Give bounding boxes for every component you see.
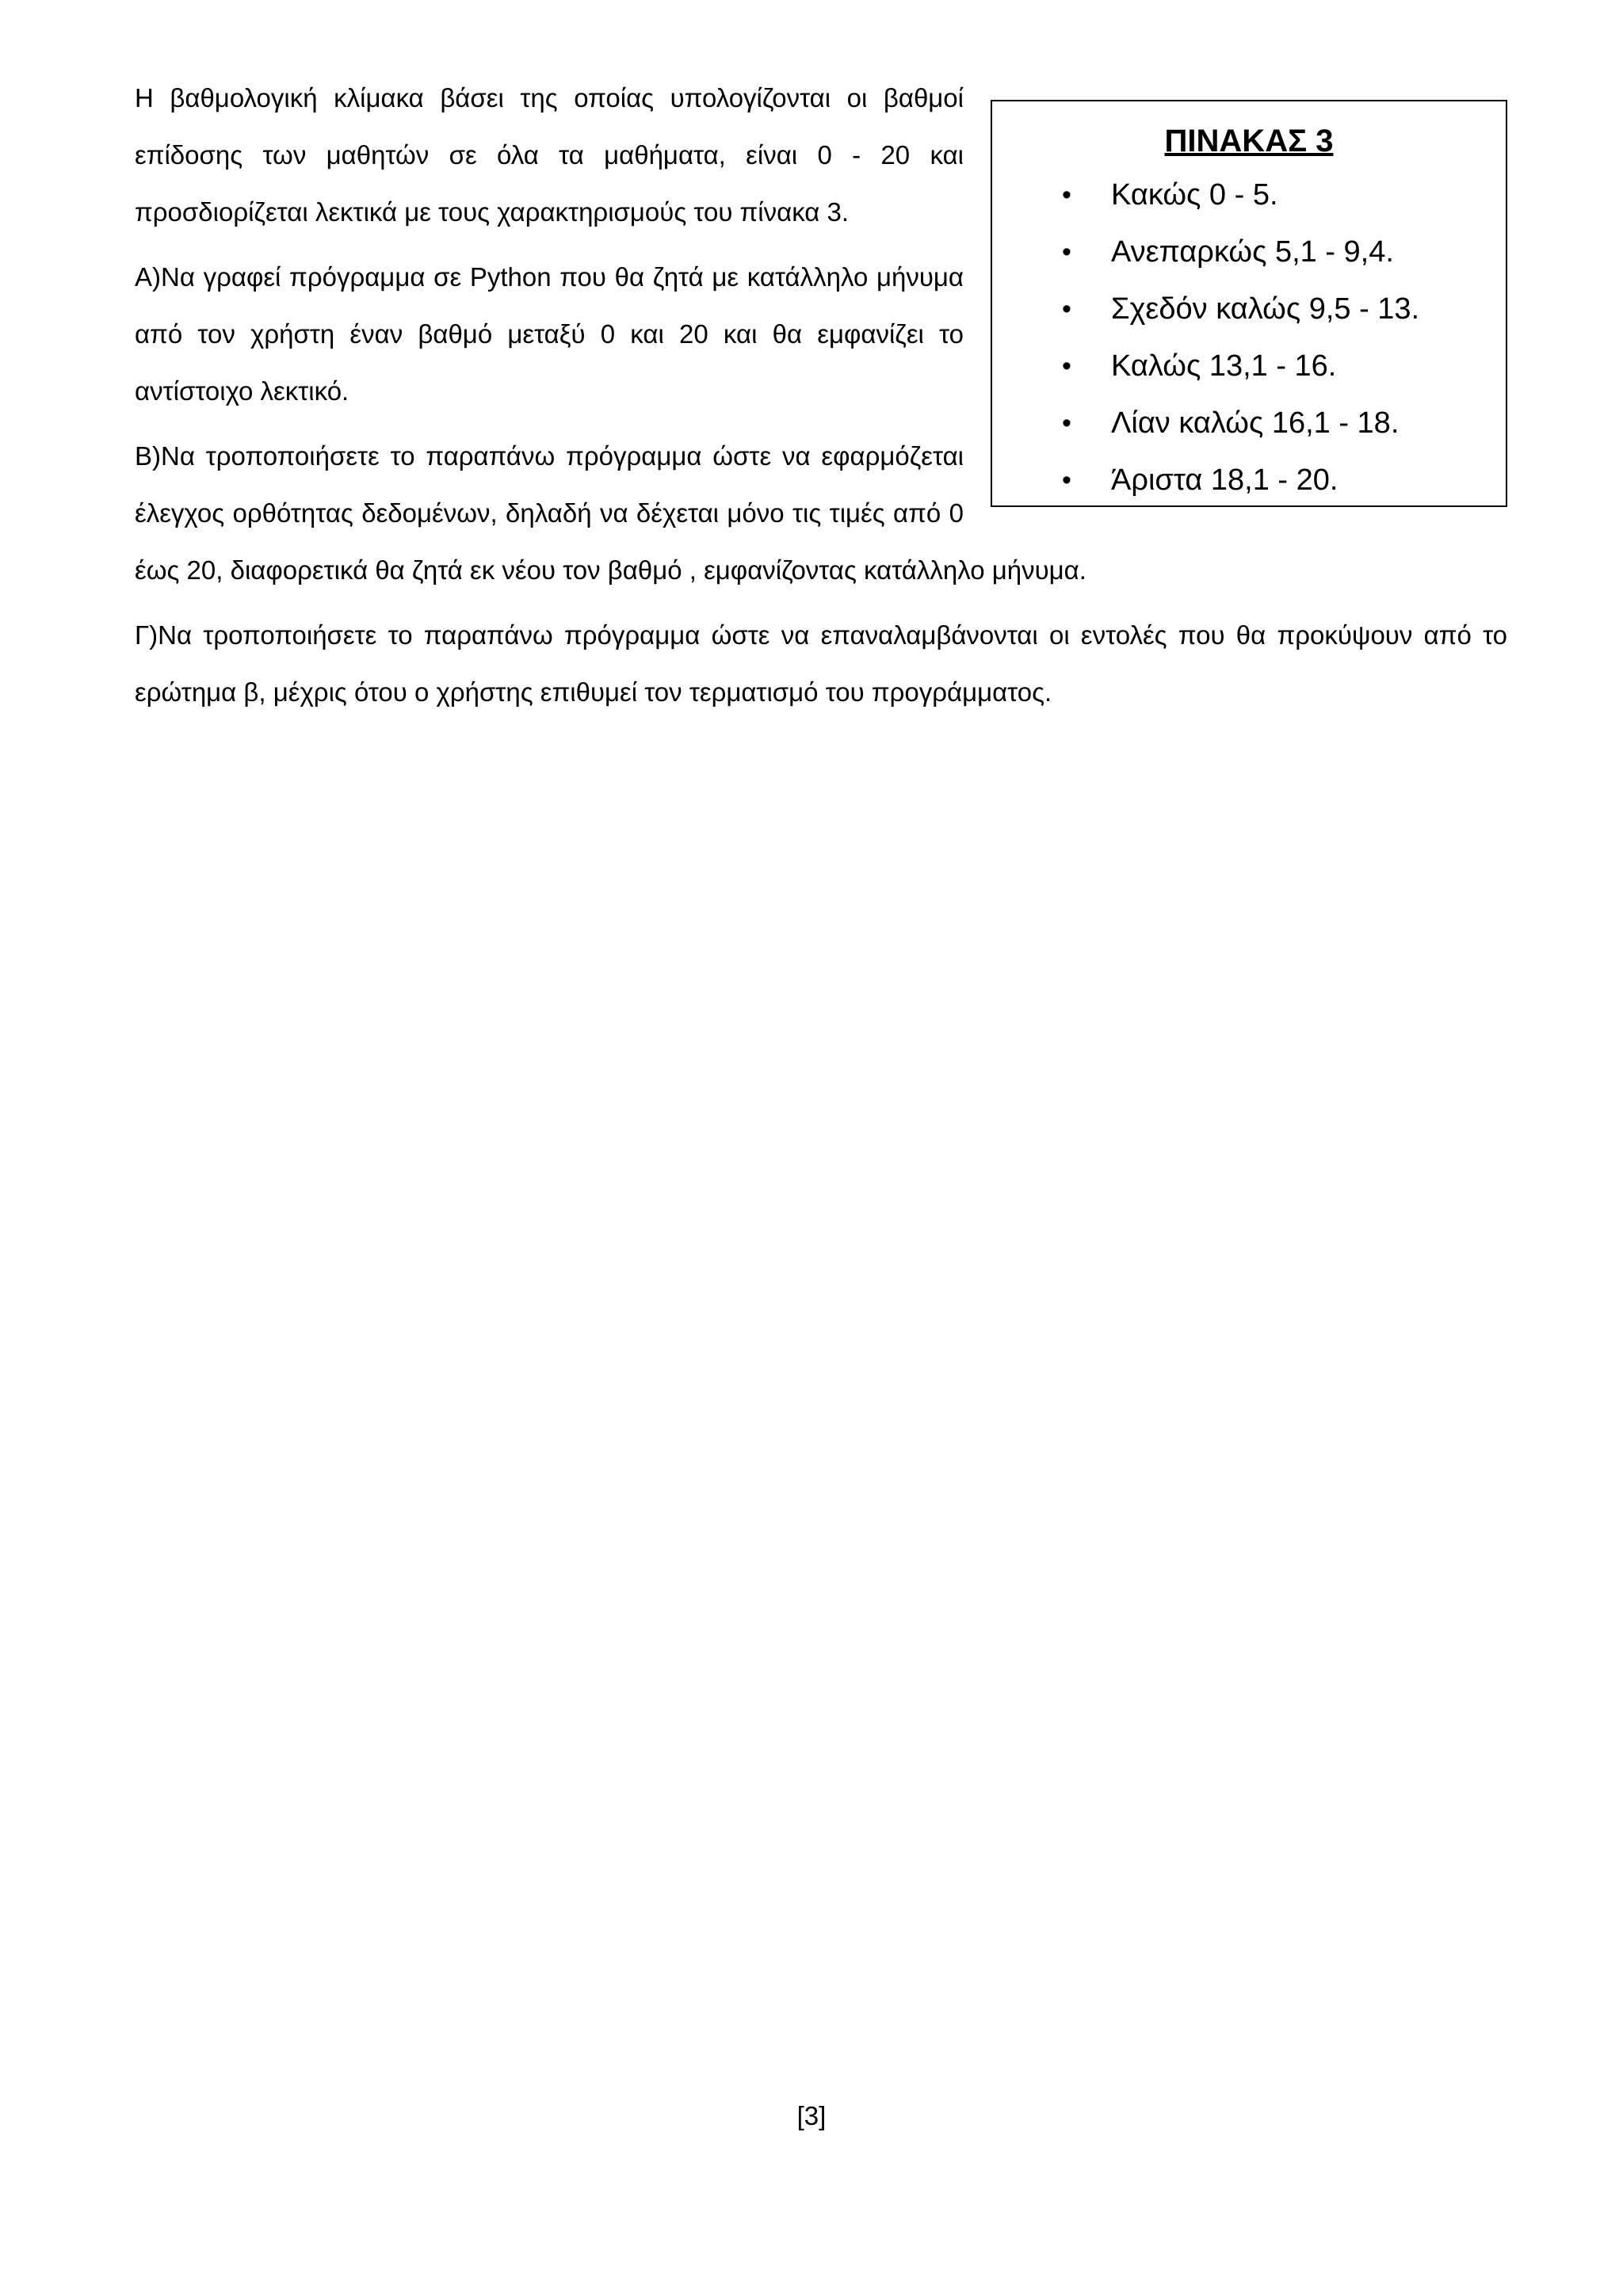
bullet-icon: • (1062, 294, 1071, 324)
list-item-label: Ανεπαρκώς 5,1 - 9,4. (1111, 235, 1394, 269)
table-title: ΠΙΝΑΚΑΣ 3 (1164, 124, 1334, 158)
list-item-label: Καλώς 13,1 - 16. (1111, 349, 1337, 383)
list-item (992, 452, 1506, 509)
list-item-label: Σχεδόν καλώς 9,5 - 13. (1111, 292, 1420, 326)
bullet-icon: • (1062, 408, 1071, 438)
list-item (992, 166, 1506, 223)
list-item (992, 338, 1506, 395)
bullet-icon: • (1062, 180, 1071, 210)
list-item (992, 223, 1506, 280)
question-c: Γ)Να τροποποιήσετε το παραπάνω πρόγραμμα ώστε να επαναλαμβάνονται οι εντολές που θα προκύψουν από το ερώτημα β, μέχρις ότου ο χρήστης επιθυμεί τον τερματισμό του προγράμματος. (135, 620, 1507, 707)
question-a: Α)Να γραφεί πρόγραμμα σε Python που θα ζητά με κατάλληλο μήνυμα από τον χρήστη έναν βαθμό μεταξύ 0 και 20 και θα εμφανίζει το αντίστοιχο λεκτικό. (135, 262, 964, 406)
page-number: [3] (796, 2101, 827, 2130)
list-item (992, 395, 1506, 452)
list-item-label: Κακώς 0 - 5. (1111, 178, 1278, 212)
list-item-label: Λίαν καλώς 16,1 - 18. (1111, 406, 1400, 440)
grading-list (992, 166, 1506, 509)
bullet-icon: • (1062, 351, 1071, 381)
document-body (135, 70, 1507, 729)
intro-paragraph: Η βαθμολογική κλίμακα βάσει της οποίας υπολογίζονται οι βαθμοί επίδοσης των μαθητών σε όλα τα μαθήματα, είναι 0 - 20 και προσδιορίζεται λεκτικά με τους χαρακτηρισμούς του πίνακα 3. (135, 83, 964, 227)
question-b: Β)Να τροποποιήσετε το παραπάνω πρόγραμμα ώστε να εφαρμόζεται έλεγχος ορθότητας δεδομένων, δηλαδή να δέχεται μόνο τις τιμές από 0 έως 20, διαφορετικά θα ζητά εκ νέου τον βαθμό , εμφανίζοντας κατάλληλο μήνυμα. (135, 441, 1086, 585)
bullet-icon: • (1062, 237, 1071, 267)
bullet-icon: • (1062, 465, 1071, 495)
grading-table-box (991, 100, 1507, 507)
list-item-label: Άριστα 18,1 - 20. (1111, 463, 1338, 497)
list-item (992, 280, 1506, 338)
